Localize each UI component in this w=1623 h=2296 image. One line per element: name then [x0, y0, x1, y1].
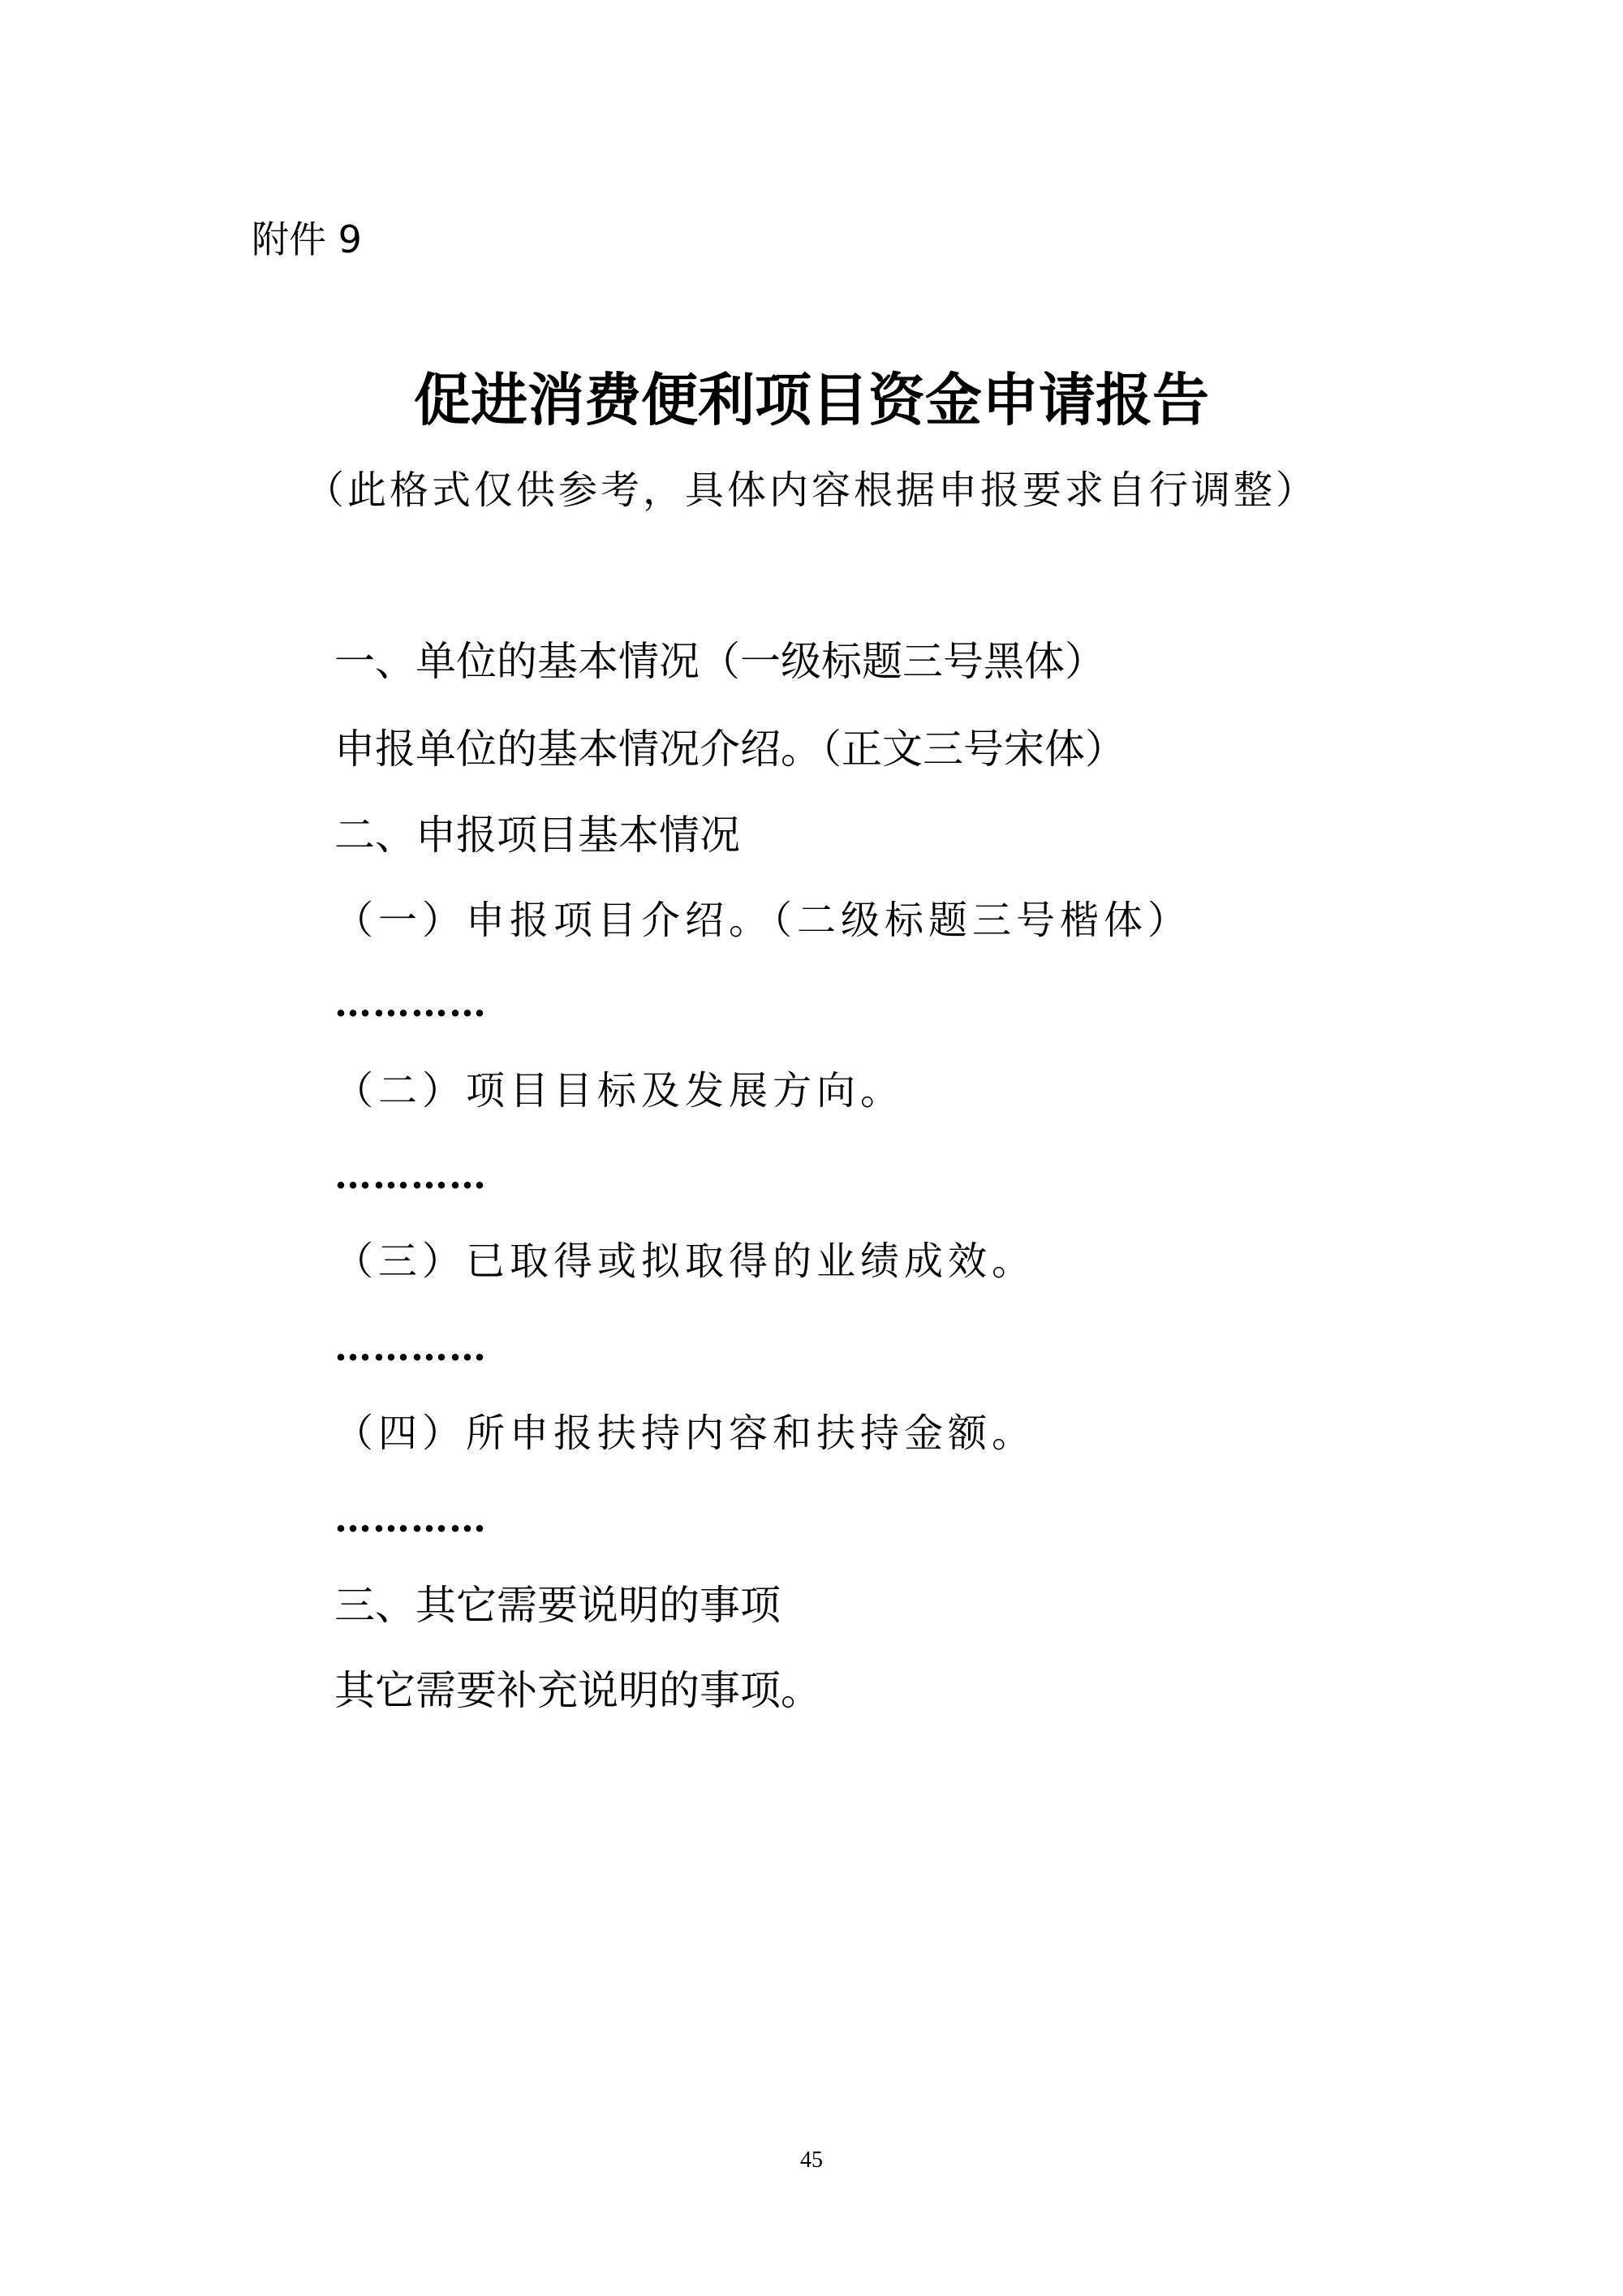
section-two-heading: 二、申报项目基本情况 — [334, 812, 740, 859]
ellipsis-line: ………… — [334, 1325, 487, 1369]
page-number: 45 — [800, 2147, 823, 2173]
document-subtitle: （此格式仅供参考，具体内容根据申报要求自行调整） — [304, 467, 1318, 513]
section-one-body: 申报单位的基本情况介绍。（正文三号宋体） — [334, 726, 1126, 773]
document-title: 促进消费便利项目资金申请报告 — [414, 367, 1209, 433]
ellipsis-line: ………… — [334, 1153, 487, 1197]
section-two-item-1: （一）申报项目介绍。（二级标题三号楷体） — [334, 898, 1192, 943]
section-three-heading: 三、其它需要说明的事项 — [334, 1582, 781, 1629]
section-one-heading: 一、单位的基本情况（一级标题三号黑体） — [334, 638, 1105, 685]
section-three-body: 其它需要补充说明的事项。 — [334, 1667, 821, 1714]
ellipsis-line: ………… — [334, 1497, 487, 1540]
section-two-item-4: （四）所申报扶持内容和扶持金额。 — [334, 1411, 1036, 1456]
ellipsis-line: ………… — [334, 981, 487, 1025]
section-two-item-3: （三）已取得或拟取得的业绩成效。 — [334, 1238, 1036, 1284]
section-two-item-2: （二）项目目标及发展方向。 — [334, 1068, 905, 1114]
attachment-label: 附件 9 — [252, 218, 362, 261]
